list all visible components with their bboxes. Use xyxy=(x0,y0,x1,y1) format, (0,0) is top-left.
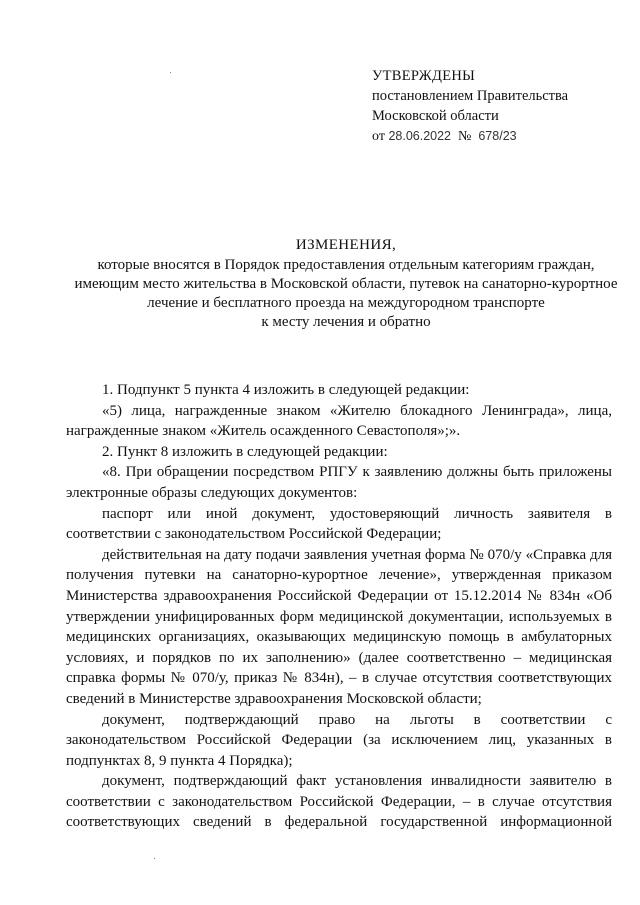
ref-date: 28.06.2022 xyxy=(388,129,451,143)
ref-number-sign: № xyxy=(458,129,472,144)
title-heading: ИЗМЕНЕНИЯ, xyxy=(295,237,397,253)
paragraph: 1. Подпункт 5 пункта 4 изложить в следующей редакции: xyxy=(102,382,470,398)
ref-number: 678/23 xyxy=(478,129,517,143)
approval-line-1: постановлением Правительства xyxy=(372,88,569,104)
document-body xyxy=(66,380,612,833)
scan-speck xyxy=(154,858,155,859)
approval-heading: УТВЕРЖДЕНЫ xyxy=(372,68,476,84)
scan-speck xyxy=(170,72,171,73)
paragraph: паспорт или иной документ, удостоверяющий личность заявителя в соответствии с законодательством Российской Федерации; xyxy=(66,505,612,543)
title-line: лечение и бесплатного проезда на междугородном транспорте xyxy=(147,295,545,311)
paragraph: действительная на дату подачи заявления учетная форма № 070/у «Справка для получения путевки на санаторно-курортное лечение», утвержденная приказом Министерства здравоохранения Российской Федерации от 15.12.2014 № 834н «Об утверждении унифицированных форм медицинской документации, используемых в медицинских организациях, оказывающих медицинскую помощь в амбулаторных условиях, и порядков по их заполнению» (далее соответственно – медицинская справка формы № 070/у, приказ № 834н), – в случае отсутствия соответствующих сведений в Министерстве здравоохранения Московской области; xyxy=(66,546,612,707)
paragraph: «5) лица, награжденные знаком «Жителю блокадного Ленинграда», лица, награжденные знаком «Житель осажденного Севастополя»;». xyxy=(66,402,612,440)
title-line: которые вносятся в Порядок предоставления отдельным категориям граждан, xyxy=(97,257,595,273)
ref-prefix: от xyxy=(372,129,385,144)
paragraph: «8. При обращении посредством РПГУ к заявлению должны быть приложены электронные образы следующих документов: xyxy=(66,464,612,501)
approval-reference xyxy=(372,126,568,147)
title-line: к месту лечения и обратно xyxy=(261,314,431,330)
document-title xyxy=(40,236,640,332)
paragraph: документ, подтверждающий право на льготы в соответствии с законодательством Российской Федерации (за исключением лиц, указанных в подпунктах 8, 9 пункта 4 Порядка); xyxy=(66,711,612,769)
title-line: имеющим место жительства в Московской области, путевок на санаторно-курортное xyxy=(74,276,618,292)
approval-line-2: Московской области xyxy=(372,108,499,124)
paragraph: документ, подтверждающий факт установления инвалидности заявителю в соответствии с законодательством Российской Федерации, – в случае отсутствия соответствующих сведений в федеральной государственной информационной xyxy=(66,773,612,831)
approval-stamp xyxy=(372,66,568,147)
paragraph: 2. Пункт 8 изложить в следующей редакции: xyxy=(102,443,388,460)
